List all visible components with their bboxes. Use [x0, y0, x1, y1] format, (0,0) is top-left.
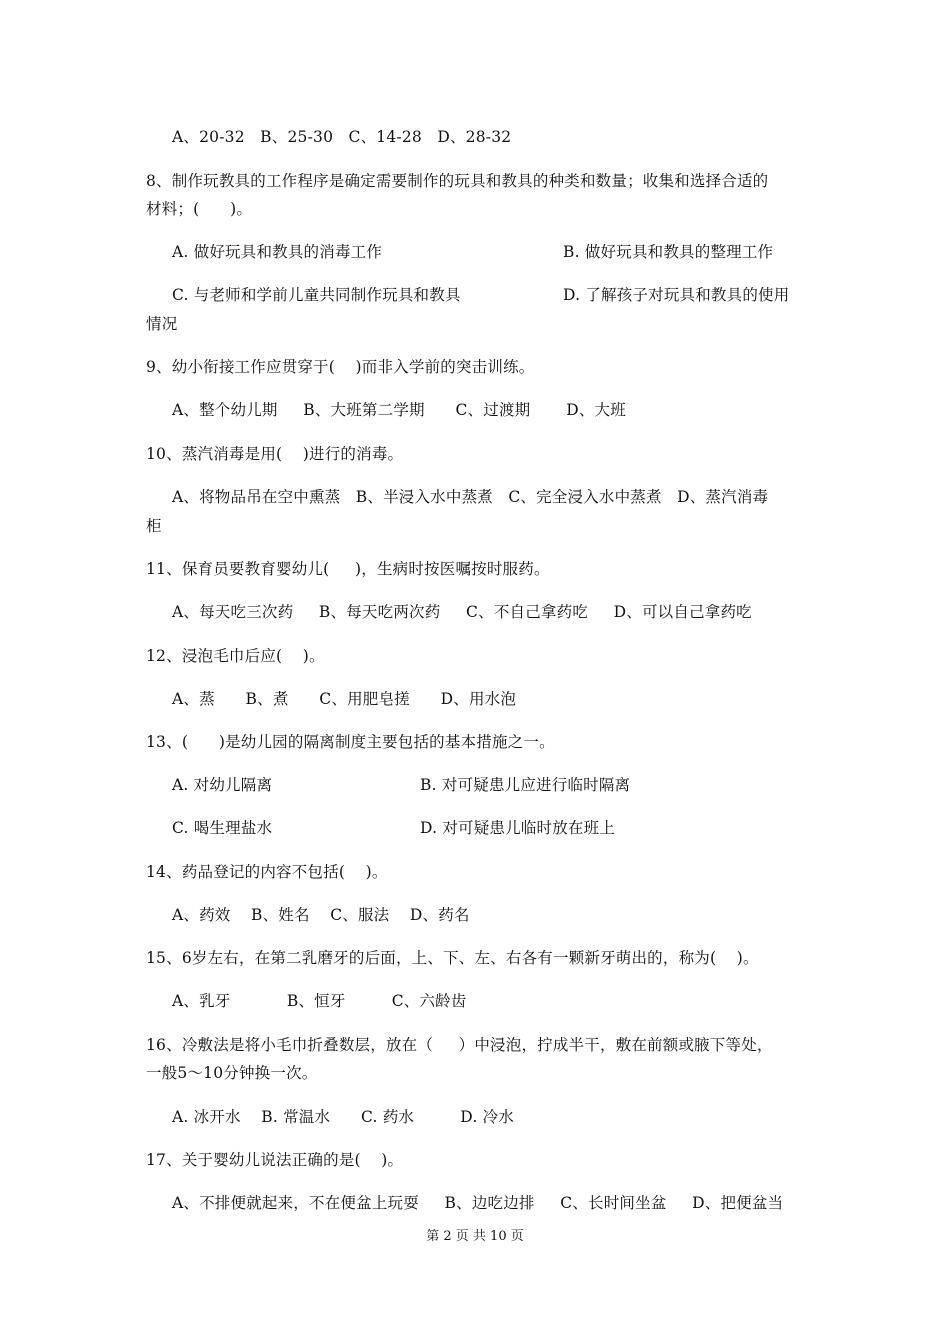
q16-question-line1: 16、冷敷法是将小毛巾折叠数层，放在（ ）中浸泡，拧成半干，敷在前额或腋下等处，: [146, 1036, 773, 1054]
q12-options: A、蒸 B、煮 C、用肥皂搓 D、用水泡: [172, 690, 517, 708]
q8-question-line1: 8、制作玩教具的工作程序是确定需要制作的玩具和教具的种类和数量；收集和选择合适的: [146, 172, 769, 190]
q12-question: 12、浸泡毛巾后应( )。: [146, 647, 325, 665]
q15-options: A、乳牙 B、恒牙 C、六龄齿: [172, 992, 467, 1010]
q13-option-d: D. 对可疑患儿临时放在班上: [420, 819, 616, 837]
q8-option-b: B. 做好玩具和教具的整理工作: [563, 243, 774, 261]
q11-question: 11、保育员要教育婴幼儿( )，生病时按医嘱按时服药。: [146, 560, 550, 578]
q13-question: 13、( )是幼儿园的隔离制度主要包括的基本措施之一。: [146, 733, 555, 751]
q13-option-b: B. 对可疑患儿应进行临时隔离: [420, 776, 631, 794]
q11-options: A、每天吃三次药 B、每天吃两次药 C、不自己拿药吃 D、可以自己拿药吃: [172, 603, 752, 621]
q14-question: 14、药品登记的内容不包括( )。: [146, 863, 388, 881]
q13-option-c: C. 喝生理盐水: [172, 819, 273, 837]
q8-option-d: D. 了解孩子对玩具和教具的使用: [563, 286, 790, 304]
q17-question: 17、关于婴幼儿说法正确的是( )。: [146, 1151, 404, 1169]
q16-options: A. 冰开水 B. 常温水 C. 药水 D. 冷水: [172, 1108, 514, 1126]
q13-option-a: A. 对幼儿隔离: [172, 776, 273, 794]
q16-question-line2: 一般5～10分钟换一次。: [146, 1064, 318, 1082]
q8-option-c: C. 与老师和学前儿童共同制作玩具和教具: [172, 286, 461, 304]
q8-question-line2: 材料；( )。: [146, 200, 253, 218]
q7-options: A、20-32 B、25-30 C、14-28 D、28-32: [172, 128, 512, 146]
q10-options: A、将物品吊在空中熏蒸 B、半浸入水中蒸煮 C、完全浸入水中蒸煮 D、蒸汽消毒: [172, 488, 769, 506]
page-footer: 第 2 页 共 10 页: [426, 1229, 524, 1244]
q9-question: 9、幼小衔接工作应贯穿于( )而非入学前的突击训练。: [146, 358, 535, 376]
q9-options: A、整个幼儿期 B、大班第二学期 C、过渡期 D、大班: [172, 401, 626, 419]
q15-question: 15、6岁左右，在第二乳磨牙的后面，上、下、左、右各有一颗新牙萌出的，称为( )。: [146, 949, 759, 967]
q10-options-continued: 柜: [146, 517, 162, 535]
q14-options: A、药效 B、姓名 C、服法 D、药名: [172, 906, 470, 924]
q8-option-a: A. 做好玩具和教具的消毒工作: [172, 243, 383, 261]
q8-option-d-continued: 情况: [146, 315, 178, 333]
q10-question: 10、蒸汽消毒是用( )进行的消毒。: [146, 445, 404, 463]
q17-options: A、不排便就起来，不在便盆上玩耍 B、边吃边排 C、长时间坐盆 D、把便盆当: [172, 1194, 784, 1212]
